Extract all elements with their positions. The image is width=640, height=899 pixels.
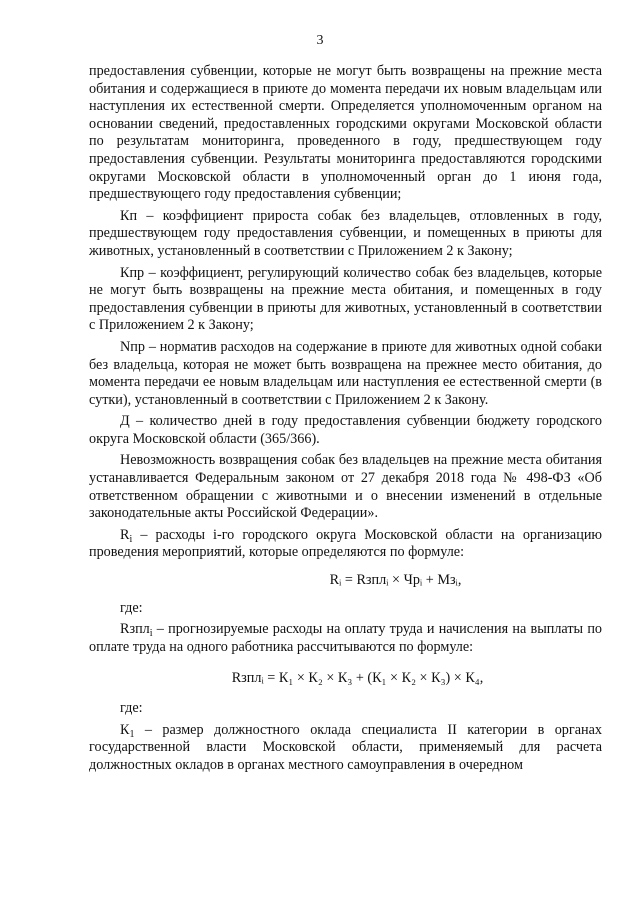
document-body (89, 63, 602, 778)
paragraph-k1-text: – размер должностного оклада специалиста II категории в органах государственной власти Московской области, применяемый для расчета должностных окладов в органах местного самоуправления в очередном (89, 721, 602, 773)
formula-rzpl: Rзплᵢ = К₁ × К₂ × К₃ + (К₁ × К₂ × К₃) × К₄, (231, 670, 484, 687)
subscript-i: i (149, 628, 153, 640)
page-number: 3 (316, 33, 324, 48)
paragraph-continuation: предоставления субвенции, которые не могут быть возвращены на прежние места обитания и содержащиеся в приюте до момента передачи их новым владельцам или наступления их естественной смерти. Определяется уполномоченным органом на основании сведений, предоставленных городскими округами Московской области по результатам мониторинга, проведенного в году, предшествующем году предоставления субвенции. Результаты мониторинга предоставляются городскими округами Московской области в уполномоченный орган до 1 июня года, предшествующего году предоставления субвенции; (89, 63, 602, 203)
paragraph-impossibility: Невозможность возвращения собак без владельцев на прежние места обитания устанавливается Федеральным законом от 27 декабря 2018 года № 498-ФЗ «Об ответственном обращении с животными и о внесении изменений в отдельные законодательные акты Российской Федерации». (89, 452, 602, 522)
where-label-1: где: (120, 599, 143, 616)
paragraph-k1 (89, 722, 602, 775)
paragraph-d: Д – количество дней в году предоставления субвенции бюджету городского округа Московской области (365/366). (89, 413, 602, 447)
formula-ri: Rᵢ = Rзплᵢ × Чрᵢ + Мзᵢ, (329, 572, 462, 589)
paragraph-kp: Кп – коэффициент прироста собак без владельцев, отловленных в году, предшествующем году предоставления субвенции, и помещенных в приюты для животных, установленный в соответствии с Приложением 2 к Закону; (89, 207, 602, 259)
symbol-rzpl: Rзпл (120, 621, 150, 638)
paragraph-rzpl (89, 621, 602, 656)
paragraph-ri-text: – расходы i-го городского округа Московской области на организацию проведения мероприятий, которые определяются по формуле: (89, 526, 603, 561)
symbol-r: R (120, 526, 130, 543)
paragraph-ri (89, 527, 602, 562)
symbol-k: К (120, 721, 130, 738)
where-label-2: где: (120, 700, 143, 716)
paragraph-kpr: Кпр – коэффициент, регулирующий количество собак без владельцев, которые не могут быть возвращены на прежние места обитания, и помещенных в году предоставления субвенции в приюты для животных, установленный в соответствии с Приложением 2 к Закону; (89, 264, 602, 334)
paragraph-rzpl-text: – прогнозируемые расходы на оплату труда и начисления на выплаты по оплате труда на одного работника рассчитываются по формуле: (89, 621, 603, 655)
subscript-i: i (129, 533, 133, 545)
paragraph-npr: Nпр – норматив расходов на содержание в приюте для животных одной собаки без владельца, которая не может быть возвращена на прежнее место обитания, до момента передачи ее новым владельцам или наступления ее естественной смерти (в сутки), установленный в соответствии с Приложением 2 к Закону. (89, 338, 602, 408)
subscript-1: 1 (129, 728, 135, 740)
